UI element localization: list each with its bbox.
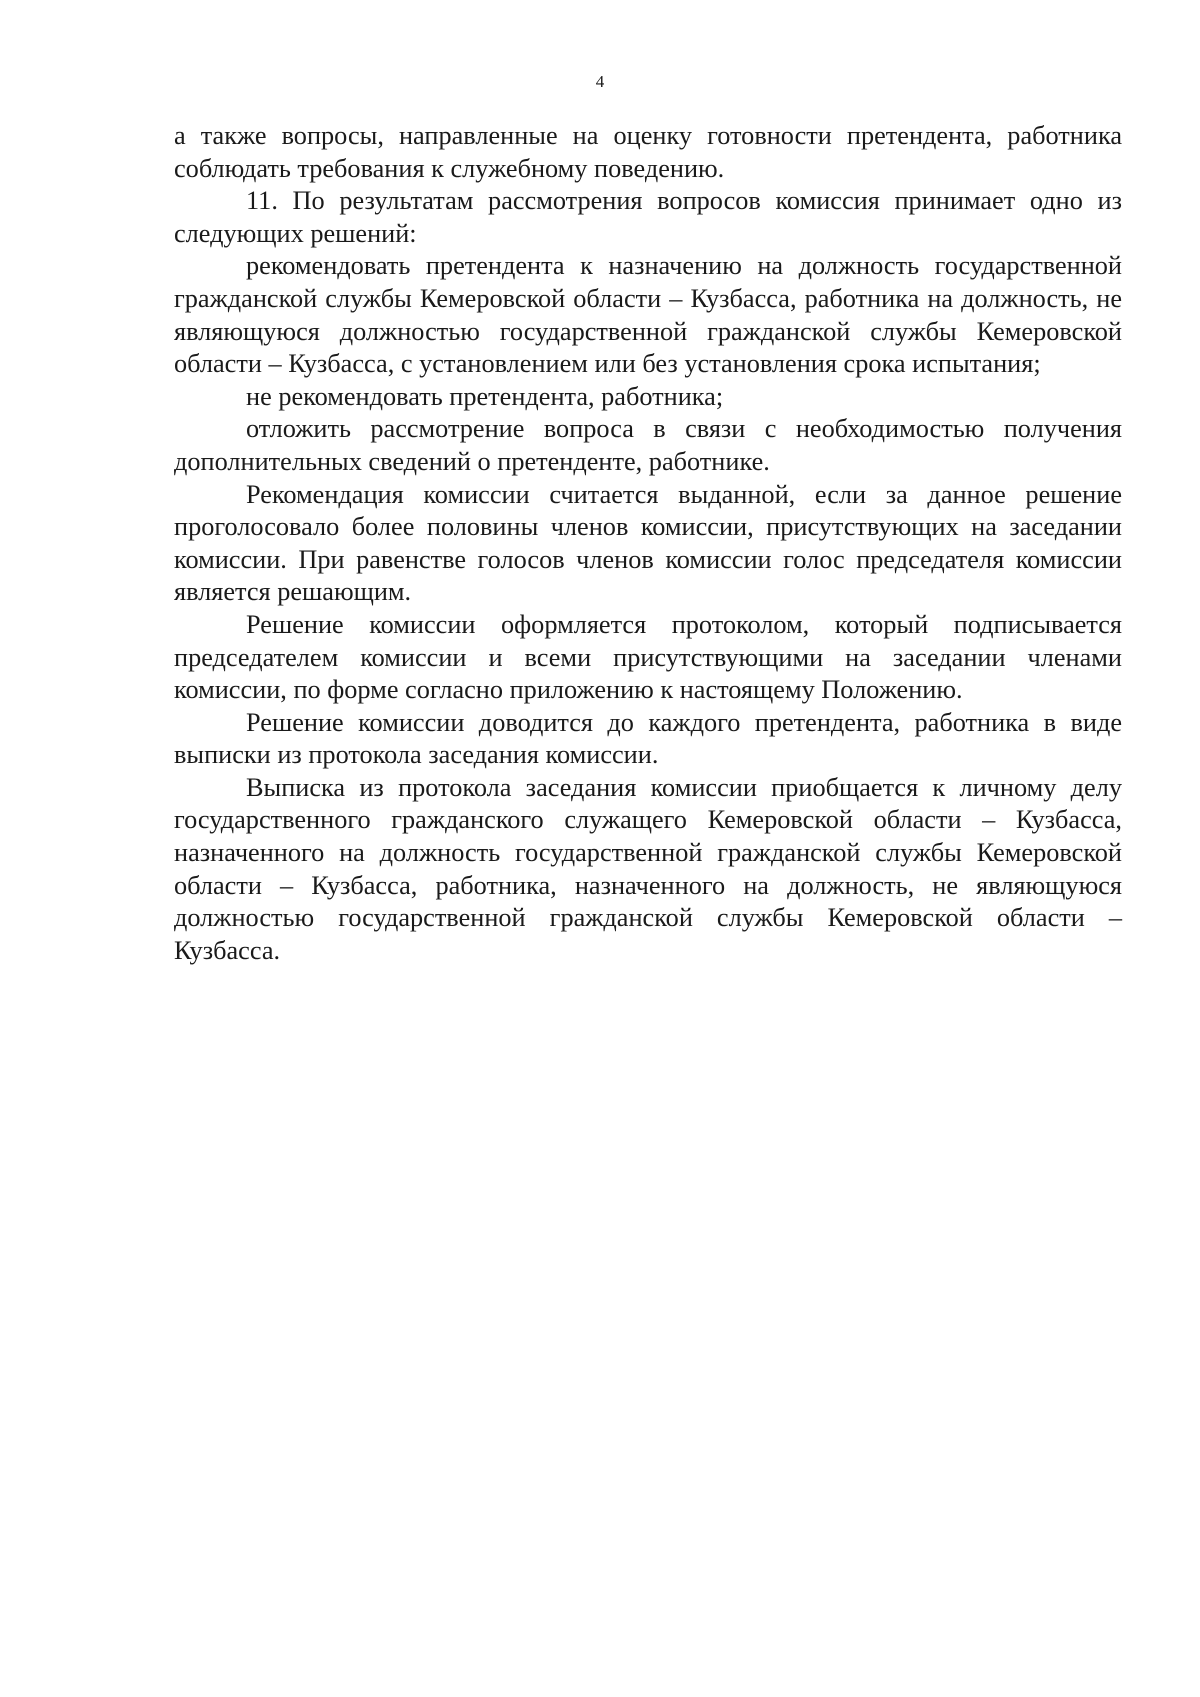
paragraph-decision-not-recommend: не рекомендовать претендента, работника; (246, 381, 724, 411)
paragraph-notification: Решение комиссии доводится до каждого претендента, работника в виде выписки из протокола заседания комиссии. (174, 707, 1122, 770)
paragraph-protocol: Решение комиссии оформляется протоколом, который подписывается председателем комиссии и всеми присутствующими на заседании членами комиссии, по форме согласно приложению к настоящему Положению. (174, 609, 1122, 705)
paragraph-recommendation-vote: Рекомендация комиссии считается выданной, если за данное решение проголосовало более половины членов комиссии, присутствующих на заседании комиссии. При равенстве голосов членов комиссии голос председателя комиссии является решающим. (174, 479, 1122, 607)
paragraph-item-11: 11. По результатам рассмотрения вопросов комиссия принимает одно из следующих решений: (174, 186, 1122, 248)
paragraph-decision-recommend: рекомендовать претендента к назначению на должность государственной гражданской службы Кемеровской области – Кузбасса, работника на должность, не являющуюся должностью государственной гражданской службы Кемеровской области – Кузбасса, с установлением или без установления срока испытания; (174, 251, 1122, 379)
document-body (174, 120, 1122, 967)
page-number: 4 (595, 72, 605, 91)
paragraph-extract: Выписка из протокола заседания комиссии приобщается к личному делу государственного гражданского служащего Кемеровской области – Кузбасса, назначенного на должность государственной гражданской службы Кемеровской области – Кузбасса, работника, назначенного на должность, не являющуюся должностью государственной гражданской службы Кемеровской области – Кузбасса. (174, 772, 1122, 965)
paragraph-decision-postpone: отложить рассмотрение вопроса в связи с необходимостью получения дополнительных сведений о претенденте, работнике. (174, 414, 1122, 476)
paragraph-continuation: а также вопросы, направленные на оценку готовности претендента, работника соблюдать требования к служебному поведению. (174, 121, 1122, 183)
